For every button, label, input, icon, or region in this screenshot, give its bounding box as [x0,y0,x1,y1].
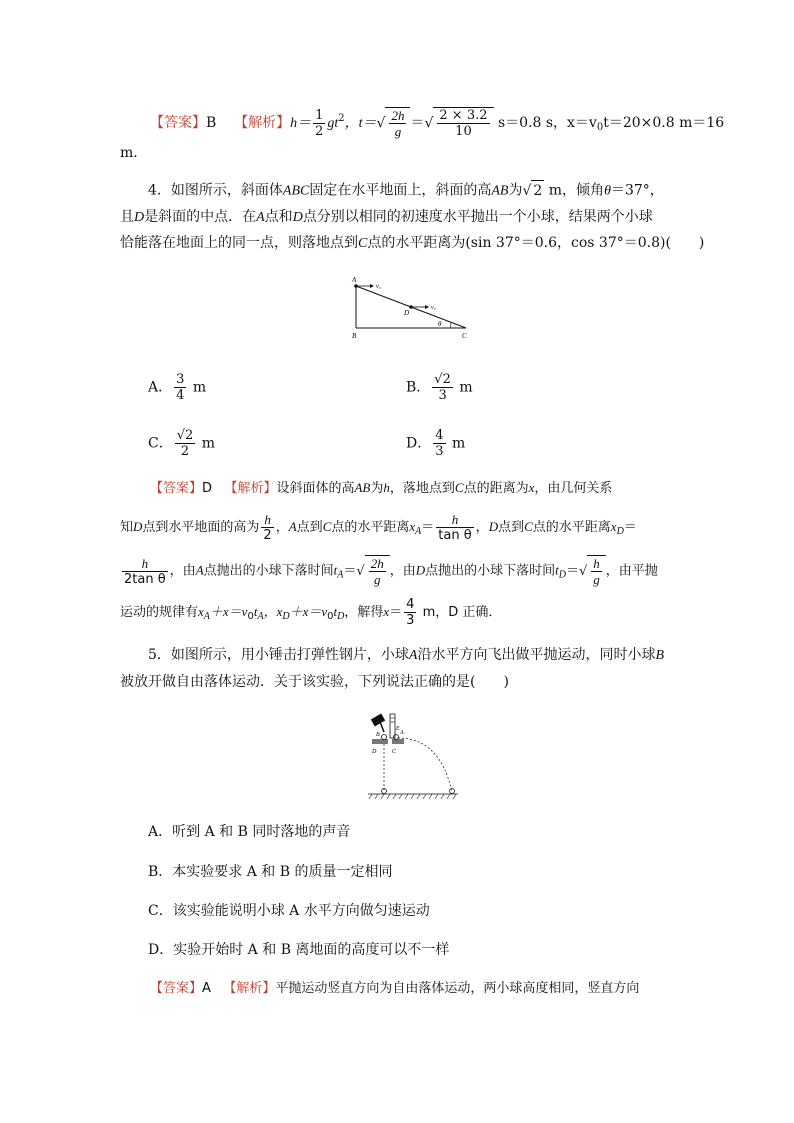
q4-stem-line2: 且D是斜面的中点．在A点和D点分别以相同的初速度水平抛出一个小球，结果两个小球 [120,209,653,225]
q4-stem-line1: 4．如图所示，斜面体ABC固定在水平地面上，斜面的高AB为√ 2 m，倾角θ＝37°， [148,180,664,202]
q4-analysis-line2: 知D点到水平地面的高为 $\frac{h}{2}$ ，A点到C点的水平距离$x_A=$ $\frac{h}{\text{tan θ}}$ ，D点到C点的水平距离$x_D=$ [120,512,637,543]
q4-option-c[interactable]: C． $\frac{√2}{2}$ m [148,428,216,459]
q5-option-a[interactable]: A．听到 A 和 B 同时落地的声音 [148,824,351,840]
q4-option-b[interactable]: B． $\frac{√2}{3}$ m [406,372,473,403]
formula: h＝ [290,116,312,131]
answer-tag: 【答案】 [150,115,206,131]
hammer-head [371,714,385,727]
q5-stem-line1: 5．如图所示，用小锤击打弹性钢片，小球A沿水平方向飞出做平抛运动，同时小球B [148,647,665,663]
ground-hatching [369,794,456,799]
q5-analysis-line: 【答案】A 【解析】平抛运动竖直方向为自由落体运动，两小球高度相同，竖直方向 [150,981,640,996]
q3-answer-line: 【答案】B 【解析】h＝ $\frac{1}{2}$ $gt^2$，t＝√ $\frac{2h}{g}$ ＝√ $\frac{2 \times 3.2}{10}$ s＝0.8 s，$x=v_0t=20\times 0.8$ m＝16 [150,107,725,139]
sqrt-formula: √ $\frac{2h}{g}$ [377,107,411,139]
projectile-path [398,738,452,792]
label-b: B [376,732,380,738]
q3-answer-cont: m. [120,145,138,161]
platform-left [372,739,388,744]
incline-figure [346,272,476,344]
label-d: D [372,749,377,755]
answer-value: B [206,115,217,131]
ball-a [394,735,399,740]
q5-option-b[interactable]: B．本实验要求 A 和 B 的质量一定相同 [148,864,393,880]
ball-d [409,305,413,309]
label-e: E [396,726,400,732]
ball-a-landed [450,789,455,794]
label-theta: θ [438,320,442,328]
q4-option-a[interactable]: A． $\frac{3}{4}$ m [148,372,207,403]
analysis-tag: 【解析】 [234,115,291,131]
sqrt-formula-2: √ $\frac{2 \times 3.2}{10}$ [424,107,493,139]
q5-option-d[interactable]: D．实验开始时 A 和 B 离地面的高度可以不一样 [148,942,450,958]
hammer-handle [380,722,384,732]
q4-analysis-line1: 【答案】D 【解析】设斜面体的高AB为h，落地点到C点的距离为x，由几何关系 [150,480,613,496]
q5-stem-line2: 被放开做自由落体运动．关于该实验，下列说法正确的是( ) [120,674,509,690]
arrow-head-d [425,305,429,309]
q4-analysis-line3: $\frac{h}{\text{2tan θ}}$ ，由A点抛出的小球下落时间$t_A=√$ $\frac{2h}{g}$ ，由D点抛出的小球下落时间$t_D=√$ $\frac{h}{g}$ ，由平抛 [124,555,658,587]
q5-option-c[interactable]: C．该实验能说明小球 A 水平方向做匀速运动 [148,903,430,919]
experiment-figure [360,708,460,802]
fraction: $\frac{1}{2}$ [315,107,324,139]
label-c: C [462,332,467,340]
label-b: B [352,332,357,340]
ball-b [382,735,387,740]
steel-strip-post [390,714,395,738]
arrow-head-a [370,284,374,288]
q4-analysis-line4: 运动的规律有$x_A+x=v_0t_A$，$x_D+x=v_0t_D$，解得x＝ $\frac{4}{3}$ m，D 正确． [120,597,502,628]
label-d: D [404,309,410,317]
platform-right [392,739,404,744]
label-a: A [352,276,357,284]
label-c: C [392,749,397,755]
label-v0-d: v₀ [431,305,436,311]
ball-a [354,284,358,288]
label-a: A [400,730,404,736]
q4-stem-line3: 恰能落在地面上的同一点，则落地点到C点的水平距离为(sin 37°＝0.6，cos 37°＝0.8)( ) [120,235,705,251]
q4-option-d[interactable]: D． $\frac{4}{3}$ m [406,428,466,459]
label-v0-a: v₀ [376,284,381,290]
angle-arc [450,322,451,328]
